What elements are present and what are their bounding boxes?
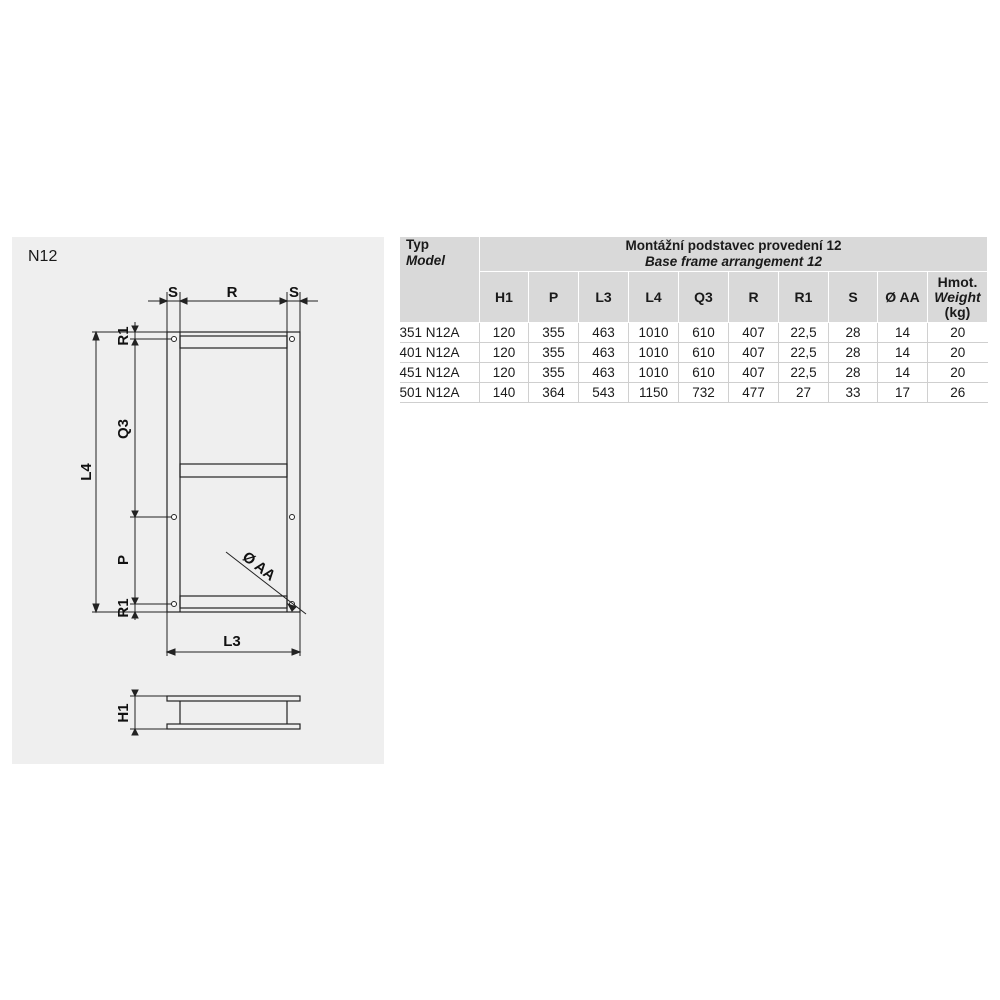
cell: 355 — [529, 363, 579, 383]
col-header: P — [529, 272, 579, 323]
drawing-title: N12 — [28, 248, 58, 265]
cell: 28 — [829, 363, 878, 383]
cell: 17 — [878, 383, 928, 403]
cell: 732 — [679, 383, 729, 403]
cell: 463 — [579, 343, 629, 363]
cell-model: 451 N12A — [400, 363, 480, 383]
group-title: Montážní podstavec provedení 12 — [625, 238, 842, 253]
dimension-table — [399, 236, 988, 403]
cell-model: 501 N12A — [400, 383, 480, 403]
cell: 463 — [579, 363, 629, 383]
dim-l4-label: L4 — [78, 463, 95, 481]
cell: 14 — [878, 323, 928, 343]
table-row — [400, 383, 988, 403]
cell: 26 — [928, 383, 988, 403]
dim-s-left-label: S — [167, 284, 179, 301]
cell: 22,5 — [779, 343, 829, 363]
cell: 120 — [480, 323, 529, 343]
cell: 407 — [729, 343, 779, 363]
frame-outline — [167, 332, 300, 612]
cell: 463 — [579, 323, 629, 343]
cell-model: 401 N12A — [400, 343, 480, 363]
cell: 1010 — [629, 363, 679, 383]
cell-model: 351 N12A — [400, 323, 480, 343]
dim-h1-label: H1 — [115, 703, 132, 723]
dim-left — [92, 322, 176, 620]
cell: 407 — [729, 323, 779, 343]
cell: 14 — [878, 363, 928, 383]
cell: 610 — [679, 343, 729, 363]
frame-drawing — [12, 237, 384, 764]
typ-label: Typ — [406, 237, 429, 252]
weight-line3: (kg) — [944, 303, 971, 320]
cell: 33 — [829, 383, 878, 403]
dim-h1 — [130, 690, 167, 735]
weight-line2: Weight — [934, 288, 981, 305]
weight-line1: Hmot. — [937, 273, 978, 290]
cell: 407 — [729, 363, 779, 383]
cell: 364 — [529, 383, 579, 403]
dim-p-label: P — [115, 554, 132, 566]
weight-header — [928, 272, 988, 323]
cell: 22,5 — [779, 323, 829, 343]
cell: 1010 — [629, 343, 679, 363]
cell: 22,5 — [779, 363, 829, 383]
cell: 20 — [928, 363, 988, 383]
dim-s-right-label: S — [288, 284, 300, 301]
table-row — [400, 323, 988, 343]
dim-r-label: R — [226, 284, 238, 301]
dim-l3-label: L3 — [223, 633, 241, 650]
col-header: L3 — [579, 272, 629, 323]
col-header: L4 — [629, 272, 679, 323]
model-label: Model — [406, 253, 445, 268]
cell: 1150 — [629, 383, 679, 403]
dim-q3-label: Q3 — [115, 418, 132, 440]
group-header — [480, 237, 988, 272]
cell: 610 — [679, 323, 729, 343]
cell: 27 — [779, 383, 829, 403]
cell: 28 — [829, 323, 878, 343]
mount-holes — [172, 337, 295, 607]
model-header — [400, 237, 480, 323]
dim-aa-label: Ø AA — [238, 548, 279, 585]
cell: 477 — [729, 383, 779, 403]
cell: 543 — [579, 383, 629, 403]
cell: 355 — [529, 323, 579, 343]
cell: 20 — [928, 343, 988, 363]
cell: 20 — [928, 323, 988, 343]
col-header: S — [829, 272, 878, 323]
cell: 1010 — [629, 323, 679, 343]
group-subtitle: Base frame arrangement 12 — [644, 254, 823, 269]
cell: 120 — [480, 343, 529, 363]
col-header: Q3 — [679, 272, 729, 323]
cell: 120 — [480, 363, 529, 383]
cell: 14 — [878, 343, 928, 363]
col-header: H1 — [480, 272, 529, 323]
table-row — [400, 363, 988, 383]
col-header: Ø AA — [878, 272, 928, 323]
cell: 140 — [480, 383, 529, 403]
table-row — [400, 343, 988, 363]
col-header: R1 — [779, 272, 829, 323]
dim-r1-bottom-label: R1 — [115, 598, 132, 618]
cell: 28 — [829, 343, 878, 363]
col-header: R — [729, 272, 779, 323]
cell: 355 — [529, 343, 579, 363]
side-view — [167, 696, 300, 729]
dim-r1-top-label: R1 — [115, 326, 132, 346]
cell: 610 — [679, 363, 729, 383]
